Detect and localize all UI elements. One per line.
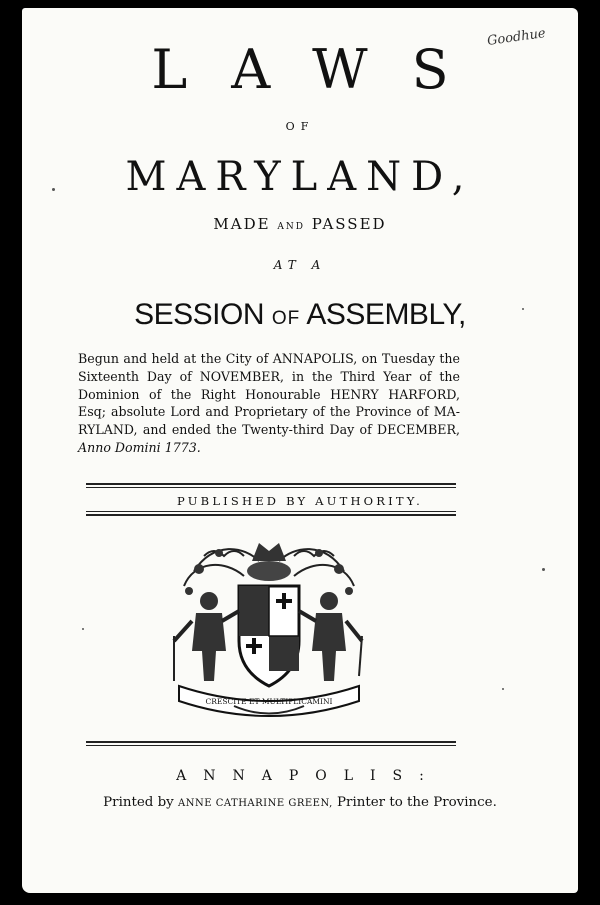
description-line: Anno Domini 1773. <box>78 439 201 455</box>
printer-name: ANNE CATHARINE GREEN, <box>178 798 333 809</box>
made-and-passed <box>22 215 578 233</box>
printed-prefix: Printed by <box>103 795 174 810</box>
made-word: MADE <box>213 215 271 233</box>
session-of-assembly <box>22 298 578 332</box>
printed-suffix: Printer to the Province. <box>337 795 497 810</box>
description-line: Begun and held at the City of ANNAPOLIS, on Tuesday the <box>78 351 460 366</box>
assembly-word: ASSEMBLY, <box>306 298 466 331</box>
description-line: Esq; absolute Lord and Proprietary of the Province of MA- <box>78 404 460 420</box>
maryland-coat-of-arms-emblem <box>164 531 374 721</box>
title-laws: LAWS <box>151 38 493 101</box>
at-a: AT A <box>273 258 327 272</box>
and-word: AND <box>277 222 305 232</box>
passed-word: PASSED <box>311 215 387 233</box>
imprint-rule-thick <box>86 741 456 743</box>
handwritten-signature: Goodhue <box>486 25 547 50</box>
published-by-authority: PUBLISHED BY AUTHORITY. <box>177 494 423 508</box>
title-page <box>22 8 578 893</box>
motto-text: CRESCITE ET MULTIPLICAMINI <box>205 697 333 706</box>
bottom-rule-thick <box>86 514 456 516</box>
imprint-rule-thin <box>86 745 456 746</box>
top-rule-thin <box>86 487 456 488</box>
title-of: OF <box>285 120 315 133</box>
description-line: Sixteenth Day of NOVEMBER, in the Third Year of the <box>78 368 460 384</box>
top-rule-thick <box>86 483 456 485</box>
of-word: OF <box>271 308 301 329</box>
session-description <box>78 350 460 457</box>
imprint-city: ANNAPOLIS: <box>176 768 441 784</box>
description-line: Dominion of the Right Honourable HENRY HARFORD, <box>78 386 460 402</box>
bottom-rule-thin <box>86 511 456 512</box>
session-word: SESSION <box>134 298 264 331</box>
imprint-printed-by <box>22 795 578 810</box>
description-line: RYLAND, and ended the Twenty-third Day of DECEMBER, <box>78 422 460 438</box>
title-maryland: MARYLAND, <box>125 154 475 200</box>
